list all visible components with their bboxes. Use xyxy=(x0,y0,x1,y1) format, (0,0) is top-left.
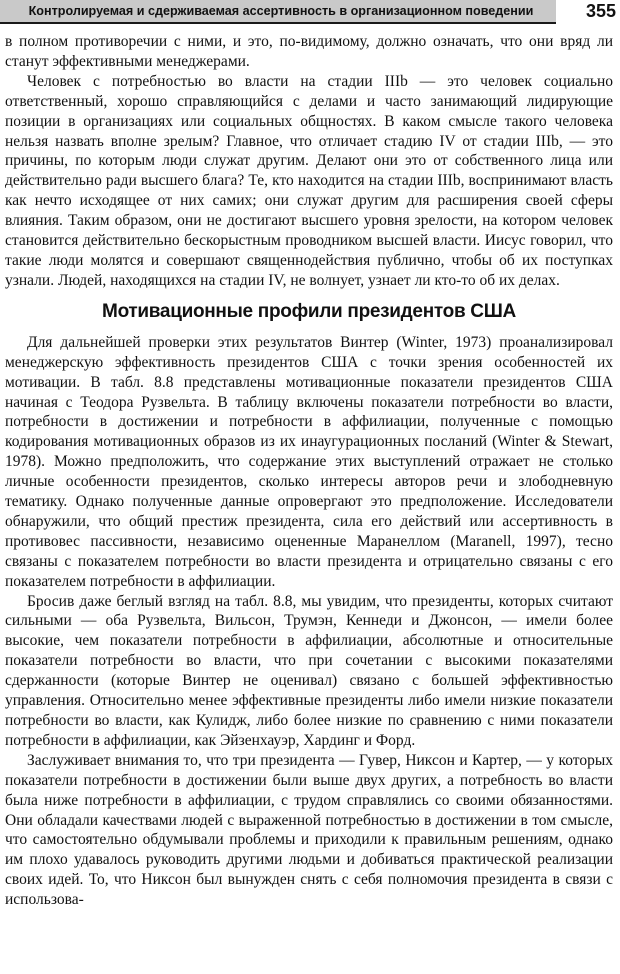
paragraph-table-overview: Бросив даже беглый взгляд на табл. 8.8, мы увидим, что президенты, которых считают сильными — оба Рузвельта, Вильсон, Трумэн, Кеннеди и Джонсон, — имели более высокие, чем показатели потребности в аффилиации, абсолютные и относительные показатели потребности во власти, что при сочетании с высокими показателями сдержанности (которые Винтер не оценивал) связано с большей эффективностью управления. Относительно менее эффективные президенты либо имели низкие показатели потребности во власти, как Кулидж, либо более низкие по сравнению с ними показатели потребности в аффилиации, как Эйзенхауэр, Хардинг и Форд. xyxy=(5,592,613,749)
paragraph-continuation: в полном противоречии с ними, и это, по-видимому, должно означать, что они вряд ли станут эффективными менеджерами. xyxy=(5,33,613,70)
section-heading: Мотивационные профили президентов США xyxy=(102,300,516,322)
page-body xyxy=(5,32,613,910)
page-number: 355 xyxy=(585,1,616,21)
running-head-bar xyxy=(0,0,556,24)
paragraph-winter-analysis: Для дальнейшей проверки этих результатов Винтер (Winter, 1973) проанализировал менеджерскую эффективность президентов США с точки зрения особенностей их мотивации. В табл. 8.8 представлены мотивационные показатели президентов США начиная с Теодора Рузвельта. В таблицу включены показатели потребности во власти, потребности в достижении и потребности в аффилиации, полученные с помощью кодирования мотивационных образов из их инаугурационных посланий (Winter & Stewart, 1978). Можно предположить, что содержание этих выступлений отражает не столько личные особенности президентов, сколько интересы авторов речи и злободневную тематику. Однако полученные данные опровергают это предположение. Исследователи обнаружили, что общий престиж президента, сила его действий или ассертивность в противовес пассивности, независимо оцененные Маранеллом (Maranell, 1997), тесно связаны с показателем потребности во власти президента и отрицательно связаны с его показателем потребности в аффилиации. xyxy=(5,333,613,590)
page-header xyxy=(0,0,620,26)
running-head: Контролируемая и сдерживаемая ассертивность в организационном поведении xyxy=(28,4,534,18)
paragraph-power-stage: Человек с потребностью во власти на стадии IIIb — это человек социально ответственный, хорошо справляющийся с делами и часто занимающий лидирующие позиции в организациях или социальных общностях. В каком смысле такого человека нельзя назвать вполне зрелым? Главное, что отличает стадию IV от стадии IIIb, — это причины, по которым люди служат другим. Делают они это от собственного лица или действительно ради высшего блага? Те, кто находится на стадии IIIb, воспринимают власть как нечто исходящее от них самих; они служат другим для расширения своей сферы влияния. Таким образом, они не достигают высшего уровня зрелости, на котором человек становится действительно бескорыстным проводником высшей власти. Иисус говорил, что такие люди молятся и совершают священнодействия публично, чтобы об их поступках узнали. Людей, находящихся на стадии IV, не волнует, узнает ли кто-то об их делах. xyxy=(5,72,613,289)
paragraph-achievement-presidents: Заслуживает внимания то, что три президента — Гувер, Никсон и Картер, — у которых показатели потребности в достижении были выше двух других, а потребность во власти была ниже потребности в аффилиации, с трудом справлялись со своими обязанностями. Они обладали качествами людей с выраженной потребностью в достижении в том смысле, что самостоятельно обдумывали проблемы и приходили к правильным решениям, однако им плохо удавалось руководить другими людьми и добиваться практической реализации своих идей. То, что Никсон был вынужден снять с себя полномочия президента в связи с использова- xyxy=(5,751,613,909)
